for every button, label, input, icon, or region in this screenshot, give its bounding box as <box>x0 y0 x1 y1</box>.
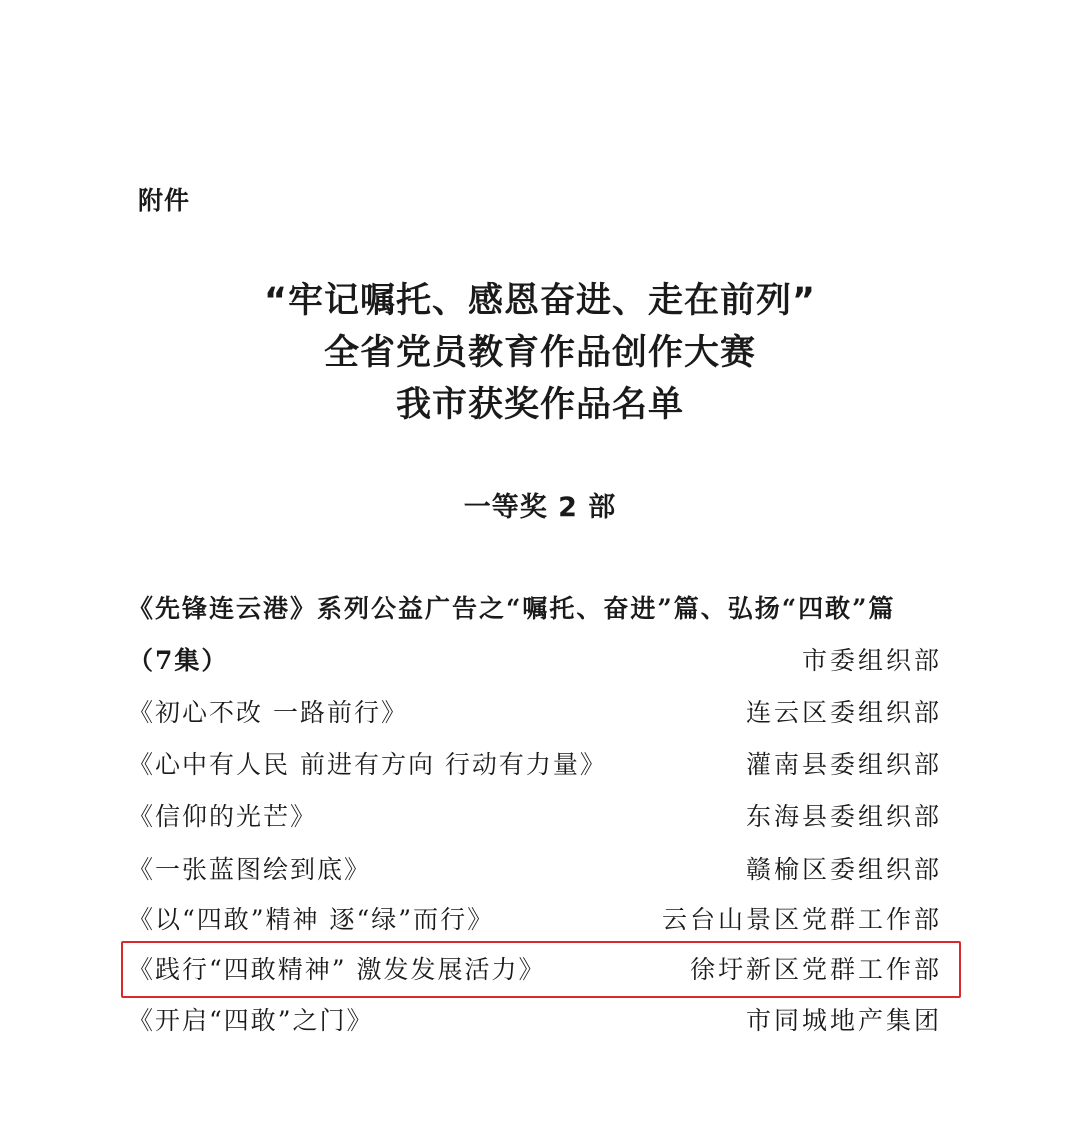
submitting-unit: 徐圩新区党群工作部 <box>689 955 942 984</box>
submitting-unit: 灌南县委组织部 <box>745 750 942 779</box>
highlighted-list-item <box>128 948 942 992</box>
title-line-2: 全省党员教育作品创作大赛 <box>323 333 756 373</box>
list-item <box>128 743 942 787</box>
list-item <box>128 639 942 683</box>
list-item <box>128 898 942 942</box>
first-work-title-line1: 《先锋连云港》系列公益广告之“嘱托、奋进”篇、弘扬“四敢”篇 <box>128 594 896 623</box>
work-title: 《以“四敢”精神 逐“绿”而行》 <box>128 905 495 934</box>
list-item <box>128 999 942 1043</box>
title-line-1: “牢记嘱托、感恩奋进、走在前列” <box>263 281 816 321</box>
work-title: （7集） <box>128 646 229 675</box>
list-item <box>128 795 942 839</box>
list-item <box>128 691 942 735</box>
work-title: 《开启“四敢”之门》 <box>128 1006 374 1035</box>
submitting-unit: 市委组织部 <box>801 646 942 675</box>
work-title: 《信仰的光芒》 <box>128 802 318 831</box>
attachment-label: 附件 <box>138 186 191 215</box>
work-title: 《心中有人民 前进有方向 行动有力量》 <box>128 750 607 779</box>
list-item <box>128 848 942 892</box>
work-title: 《一张蓝图绘到底》 <box>128 855 372 884</box>
work-title: 《初心不改 一路前行》 <box>128 698 408 727</box>
submitting-unit: 云台山景区党群工作部 <box>661 905 942 934</box>
title-line-3: 我市获奖作品名单 <box>395 385 684 425</box>
submitting-unit: 赣榆区委组织部 <box>745 855 942 884</box>
submitting-unit: 连云区委组织部 <box>745 698 942 727</box>
work-title: 《践行“四敢精神” 激发发展活力》 <box>128 955 546 984</box>
prize-heading: 一等奖 2 部 <box>463 492 617 523</box>
submitting-unit: 市同城地产集团 <box>745 1006 942 1035</box>
submitting-unit: 东海县委组织部 <box>745 802 942 831</box>
